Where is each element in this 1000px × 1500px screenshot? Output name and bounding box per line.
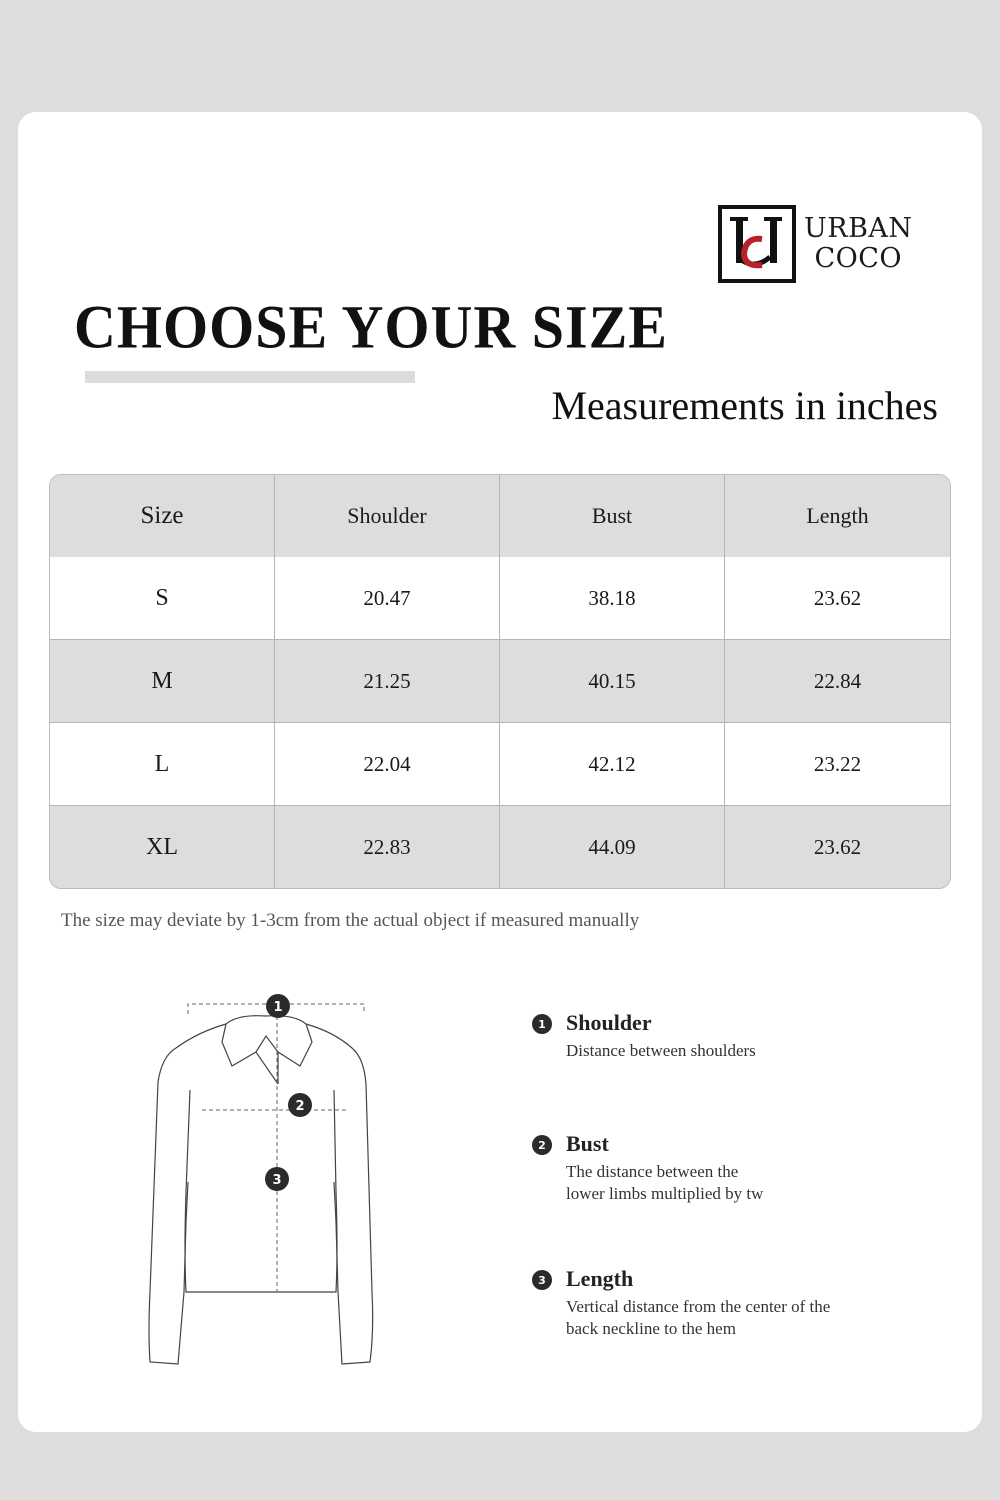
cell-length: 23.62 [725,557,950,640]
legend-title: Length [566,1266,634,1291]
svg-text:2: 2 [295,1099,305,1114]
uc-monogram-logo-icon [718,205,796,283]
title-underline [85,371,415,383]
header-shoulder: Shoulder [275,475,500,557]
number-badge-icon: 2 [532,1135,552,1155]
legend-title: Shoulder [566,1010,652,1035]
header-bust: Bust [500,475,725,557]
cell-bust: 42.12 [500,723,725,806]
measurement-note: The size may deviate by 1-3cm from the actual object if measured manually [61,910,640,931]
legend-description: The distance between the lower limbs multiplied by tw [566,1162,764,1203]
brand-name-line1: URBAN [804,213,913,244]
cell-bust: 40.15 [500,640,725,723]
cell-bust: 44.09 [500,806,725,888]
number-badge-icon: 3 [532,1270,552,1290]
diagram-marker-1 [266,994,290,1018]
brand-logo [718,205,913,283]
cell-length: 22.84 [725,640,950,723]
diagram-marker-3 [265,1167,289,1191]
diagram-marker-2 [288,1093,312,1117]
size-chart-table [49,474,951,889]
cell-shoulder: 20.47 [275,557,500,640]
table-row [50,557,950,640]
long-sleeve-polo-outline-icon [138,992,378,1372]
page-subtitle: Measurements in inches [551,383,938,428]
legend-title: Bust [566,1131,609,1156]
legend-description: Distance between shoulders [566,1041,756,1060]
cell-bust: 38.18 [500,557,725,640]
size-guide-card [18,112,982,1432]
svg-text:1: 1 [273,1000,283,1015]
brand-name [804,214,913,274]
table-row [50,806,950,888]
cell-shoulder: 22.04 [275,723,500,806]
cell-length: 23.22 [725,723,950,806]
page-title: CHOOSE YOUR SIZE [74,293,668,362]
header-length: Length [725,475,950,557]
cell-size: XL [50,806,275,888]
header-size: Size [50,475,275,557]
cell-shoulder: 21.25 [275,640,500,723]
cell-shoulder: 22.83 [275,806,500,888]
legend-description: Vertical distance from the center of the back neckline to the hem [566,1297,831,1338]
brand-name-line2: COCO [814,243,903,274]
table-row [50,723,950,806]
table-header-row [50,475,950,557]
cell-size: M [50,640,275,723]
table-row [50,640,950,723]
cell-length: 23.62 [725,806,950,888]
cell-size: S [50,557,275,640]
cell-size: L [50,723,275,806]
number-badge-icon: 1 [532,1014,552,1034]
svg-text:3: 3 [272,1173,282,1188]
